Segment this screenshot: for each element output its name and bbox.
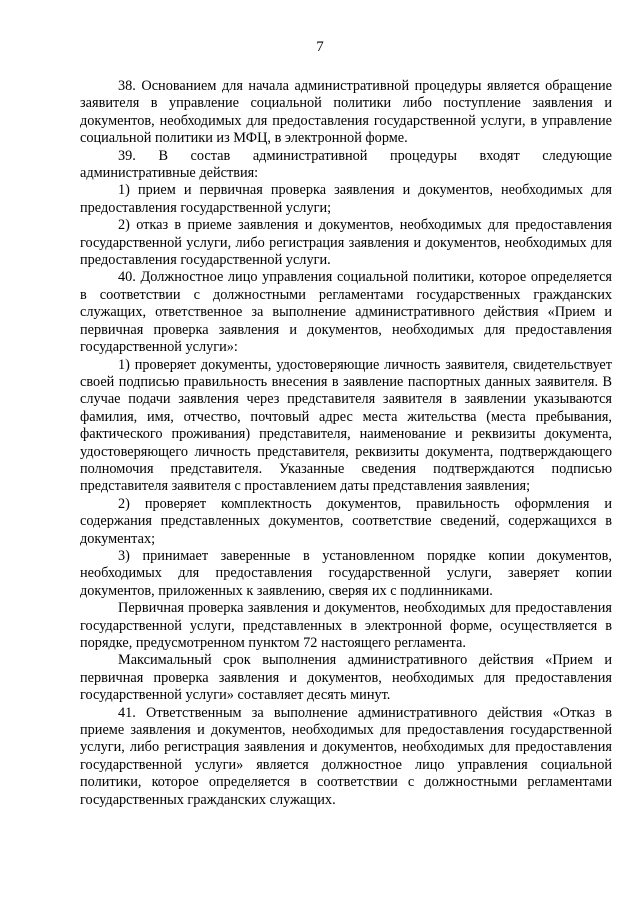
paragraph-38: 38. Основанием для начала административной процедуры является обращение заявителя в управление социальной политики либо поступление заявления и документов, необходимых для предоставления государственной услуги, в управление социальной политики из МФЦ, в электронной форме. (80, 78, 612, 147)
paragraph-max-duration: Максимальный срок выполнения административного действия «Прием и первичная проверка заявления и документов, необходимых для предоставления государственной услуги» составляет десять минут. (80, 652, 612, 704)
paragraph-electronic-check: Первичная проверка заявления и документов, необходимых для предоставления государственной услуги, представленных в электронной форме, осуществляется в порядке, предусмотренном пунктом 72 настоящего регламента. (80, 600, 612, 651)
list-item-39-2: 2) отказ в приеме заявления и документов, необходимых для предоставления государственной услуги, либо регистрация заявления и документов, необходимых для предоставления государственной услуги. (80, 217, 612, 269)
paragraph-40: 40. Должностное лицо управления социальной политики, которое определяется в соответствии с должностными регламентами государственных гражданских служащих, ответственное за выполнение административного действия «Прием и первичная проверка заявления и документов, необходимых для предоставления государственной услуги»: (80, 269, 612, 356)
page-number: 7 (316, 39, 324, 55)
list-item-39-1: 1) прием и первичная проверка заявления и документов, необходимых для предоставления государственной услуги; (80, 182, 612, 216)
paragraph-39: 39. В состав административной процедуры входят следующие административные действия: (80, 147, 612, 182)
list-item-40-1: 1) проверяет документы, удостоверяющие личность заявителя, свидетельствует своей подписью правильность внесения в заявление паспортных данных заявителя. В случае подачи заявления через представителя заявителя в заявлении указываются фамилия, имя, отчество, почтовый адрес места жительства (места пребывания, фактического проживания) представителя, наименование и реквизиты документа, удостоверяющего личность представителя, реквизиты документа, подтверждающего полномочия представителя. Указанные сведения подтверждаются подписью представителя заявителя с проставлением даты представления заявления; (80, 356, 612, 495)
document-body (80, 78, 612, 809)
list-item-40-2: 2) проверяет комплектность документов, правильность оформления и содержания представленных документов, соответствие сведений, содержащихся в документах; (80, 495, 612, 547)
list-item-40-3: 3) принимает заверенные в установленном порядке копии документов, необходимых для предоставления государственной услуги, заверяет копии документов, приложенных к заявлению, сверяя их с подлинниками. (80, 547, 612, 599)
paragraph-41: 41. Ответственным за выполнение административного действия «Отказ в приеме заявления и документов, необходимых для предоставления государственной услуги, либо регистрация заявления и документов, необходимых для предоставления государственной услуги» является должностное лицо управления социальной политики, которое определяется в соответствии с должностными регламентами государственных гражданских служащих. (80, 704, 612, 808)
